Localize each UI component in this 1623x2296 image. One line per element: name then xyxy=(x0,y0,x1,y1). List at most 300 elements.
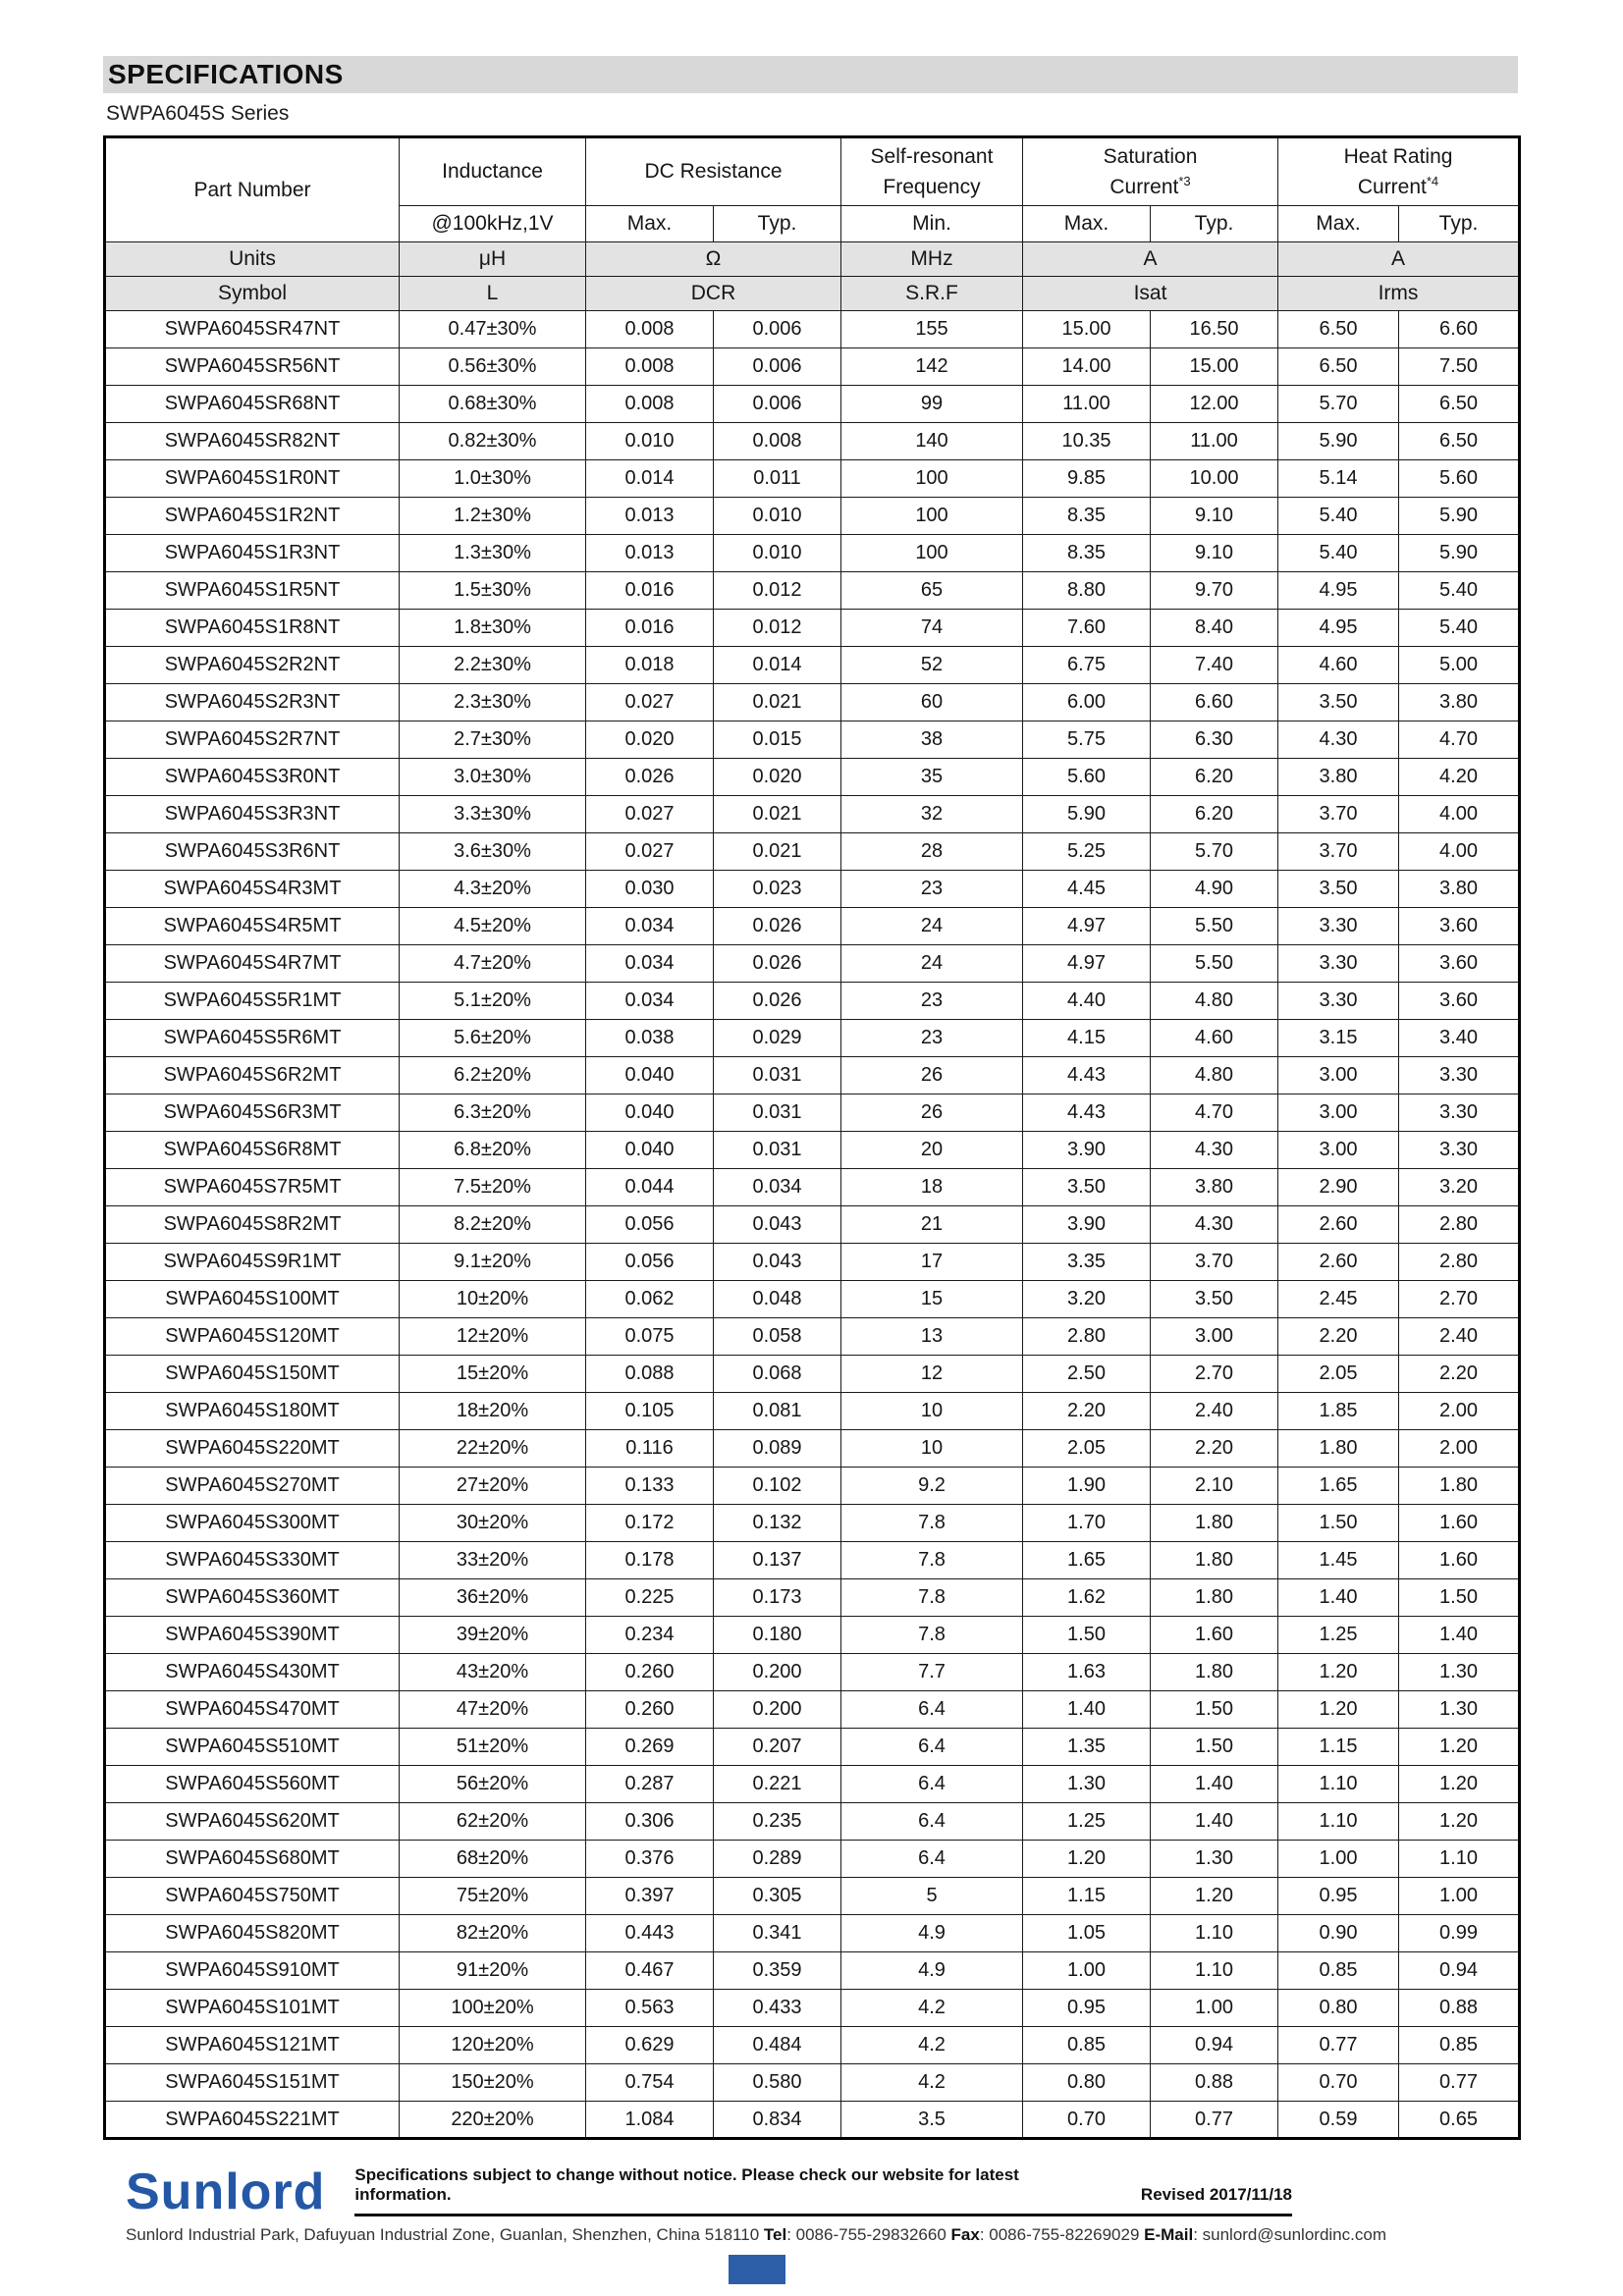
value-cell: 0.137 xyxy=(714,1542,841,1579)
value-cell: 0.015 xyxy=(714,721,841,759)
value-cell: 0.433 xyxy=(714,1990,841,2027)
part-number-cell: SWPA6045S470MT xyxy=(105,1691,400,1729)
col-header-heat-rating-current xyxy=(1278,137,1520,206)
value-cell: 0.014 xyxy=(586,460,714,498)
value-cell: 4.70 xyxy=(1399,721,1520,759)
value-cell: 0.95 xyxy=(1023,1990,1151,2027)
email-label: E-Mail xyxy=(1144,2225,1194,2244)
value-cell: 0.034 xyxy=(714,1169,841,1206)
company-address-line xyxy=(126,2225,1386,2245)
value-cell: 6.30 xyxy=(1151,721,1278,759)
value-cell: 2.7±30% xyxy=(400,721,586,759)
value-cell: 0.081 xyxy=(714,1393,841,1430)
value-cell: 4.9 xyxy=(841,1952,1023,1990)
part-number-cell: SWPA6045S620MT xyxy=(105,1803,400,1841)
units-dcr: Ω xyxy=(586,242,841,277)
value-cell: 2.45 xyxy=(1278,1281,1399,1318)
subheader-srf-min: Min. xyxy=(841,206,1023,242)
value-cell: 2.10 xyxy=(1151,1468,1278,1505)
value-cell: 2.50 xyxy=(1023,1356,1151,1393)
value-cell: 6.4 xyxy=(841,1803,1023,1841)
value-cell: 3.50 xyxy=(1023,1169,1151,1206)
value-cell: 0.82±30% xyxy=(400,423,586,460)
value-cell: 1.50 xyxy=(1023,1617,1151,1654)
value-cell: 39±20% xyxy=(400,1617,586,1654)
value-cell: 0.341 xyxy=(714,1915,841,1952)
value-cell: 7.8 xyxy=(841,1617,1023,1654)
value-cell: 4.60 xyxy=(1151,1020,1278,1057)
value-cell: 52 xyxy=(841,647,1023,684)
value-cell: 10 xyxy=(841,1393,1023,1430)
value-cell: 1.10 xyxy=(1399,1841,1520,1878)
symbol-row-label: Symbol xyxy=(105,277,400,311)
value-cell: 2.80 xyxy=(1023,1318,1151,1356)
value-cell: 2.80 xyxy=(1399,1206,1520,1244)
value-cell: 1.65 xyxy=(1278,1468,1399,1505)
value-cell: 0.010 xyxy=(714,535,841,572)
value-cell: 4.40 xyxy=(1023,983,1151,1020)
value-cell: 0.260 xyxy=(586,1691,714,1729)
table-row xyxy=(105,610,1520,647)
value-cell: 3.35 xyxy=(1023,1244,1151,1281)
value-cell: 0.94 xyxy=(1399,1952,1520,1990)
fax-label: Fax xyxy=(950,2225,980,2244)
value-cell: 220±20% xyxy=(400,2102,586,2139)
value-cell: 1.20 xyxy=(1399,1803,1520,1841)
value-cell: 0.012 xyxy=(714,572,841,610)
value-cell: 1.80 xyxy=(1151,1579,1278,1617)
value-cell: 1.50 xyxy=(1278,1505,1399,1542)
value-cell: 5.14 xyxy=(1278,460,1399,498)
value-cell: 0.305 xyxy=(714,1878,841,1915)
table-row xyxy=(105,348,1520,386)
part-number-cell: SWPA6045S390MT xyxy=(105,1617,400,1654)
value-cell: 3.60 xyxy=(1399,983,1520,1020)
table-row xyxy=(105,1841,1520,1878)
value-cell: 1.20 xyxy=(1399,1766,1520,1803)
saturation-header-line2 xyxy=(1023,172,1277,202)
value-cell: 0.754 xyxy=(586,2064,714,2102)
value-cell: 0.040 xyxy=(586,1132,714,1169)
value-cell: 0.088 xyxy=(586,1356,714,1393)
part-number-cell: SWPA6045S3R6NT xyxy=(105,833,400,871)
value-cell: 1.80 xyxy=(1151,1505,1278,1542)
value-cell: 1.40 xyxy=(1399,1617,1520,1654)
value-cell: 0.56±30% xyxy=(400,348,586,386)
value-cell: 0.026 xyxy=(714,908,841,945)
value-cell: 0.397 xyxy=(586,1878,714,1915)
value-cell: 2.00 xyxy=(1399,1393,1520,1430)
value-cell: 6.4 xyxy=(841,1729,1023,1766)
value-cell: 1.85 xyxy=(1278,1393,1399,1430)
value-cell: 26 xyxy=(841,1095,1023,1132)
value-cell: 0.133 xyxy=(586,1468,714,1505)
subheader-irms-typ: Typ. xyxy=(1399,206,1520,242)
value-cell: 11.00 xyxy=(1023,386,1151,423)
value-cell: 5.00 xyxy=(1399,647,1520,684)
part-number-cell: SWPA6045S910MT xyxy=(105,1952,400,1990)
value-cell: 0.034 xyxy=(586,908,714,945)
page-footer xyxy=(126,2163,1386,2245)
value-cell: 2.20 xyxy=(1278,1318,1399,1356)
value-cell: 2.20 xyxy=(1023,1393,1151,1430)
value-cell: 0.008 xyxy=(714,423,841,460)
value-cell: 2.00 xyxy=(1399,1430,1520,1468)
footer-top-row xyxy=(126,2163,1292,2220)
value-cell: 36±20% xyxy=(400,1579,586,1617)
value-cell: 0.040 xyxy=(586,1095,714,1132)
table-row xyxy=(105,535,1520,572)
value-cell: 140 xyxy=(841,423,1023,460)
value-cell: 7.5±20% xyxy=(400,1169,586,1206)
value-cell: 1.10 xyxy=(1151,1915,1278,1952)
value-cell: 2.3±30% xyxy=(400,684,586,721)
value-cell: 6.4 xyxy=(841,1841,1023,1878)
value-cell: 6.00 xyxy=(1023,684,1151,721)
value-cell: 5.25 xyxy=(1023,833,1151,871)
value-cell: 0.006 xyxy=(714,348,841,386)
value-cell: 1.30 xyxy=(1399,1691,1520,1729)
value-cell: 0.65 xyxy=(1399,2102,1520,2139)
value-cell: 2.60 xyxy=(1278,1206,1399,1244)
value-cell: 4.00 xyxy=(1399,796,1520,833)
value-cell: 7.50 xyxy=(1399,348,1520,386)
value-cell: 0.77 xyxy=(1278,2027,1399,2064)
value-cell: 0.013 xyxy=(586,535,714,572)
part-number-cell: SWPA6045S560MT xyxy=(105,1766,400,1803)
value-cell: 1.40 xyxy=(1278,1579,1399,1617)
value-cell: 1.30 xyxy=(1399,1654,1520,1691)
value-cell: 15.00 xyxy=(1023,311,1151,348)
value-cell: 2.70 xyxy=(1399,1281,1520,1318)
part-number-cell: SWPA6045S121MT xyxy=(105,2027,400,2064)
value-cell: 2.05 xyxy=(1023,1430,1151,1468)
value-cell: 3.6±30% xyxy=(400,833,586,871)
value-cell: 1.8±30% xyxy=(400,610,586,647)
table-row xyxy=(105,1318,1520,1356)
table-row xyxy=(105,1281,1520,1318)
value-cell: 1.10 xyxy=(1278,1766,1399,1803)
table-row xyxy=(105,2102,1520,2139)
value-cell: 0.484 xyxy=(714,2027,841,2064)
heat-rating-header-line2 xyxy=(1278,172,1518,202)
table-row xyxy=(105,684,1520,721)
value-cell: 3.80 xyxy=(1399,871,1520,908)
value-cell: 0.287 xyxy=(586,1766,714,1803)
value-cell: 15.00 xyxy=(1151,348,1278,386)
value-cell: 0.008 xyxy=(586,311,714,348)
value-cell: 0.056 xyxy=(586,1206,714,1244)
value-cell: 100 xyxy=(841,535,1023,572)
table-row xyxy=(105,311,1520,348)
value-cell: 1.3±30% xyxy=(400,535,586,572)
table-row xyxy=(105,2064,1520,2102)
part-number-cell: SWPA6045S680MT xyxy=(105,1841,400,1878)
col-header-inductance: Inductance xyxy=(400,137,586,206)
value-cell: 0.94 xyxy=(1151,2027,1278,2064)
part-number-cell: SWPA6045S2R2NT xyxy=(105,647,400,684)
value-cell: 0.260 xyxy=(586,1654,714,1691)
value-cell: 21 xyxy=(841,1206,1023,1244)
value-cell: 51±20% xyxy=(400,1729,586,1766)
table-row xyxy=(105,498,1520,535)
saturation-header-word: Current xyxy=(1109,176,1179,198)
value-cell: 4.3±20% xyxy=(400,871,586,908)
value-cell: 33±20% xyxy=(400,1542,586,1579)
value-cell: 1.63 xyxy=(1023,1654,1151,1691)
value-cell: 13 xyxy=(841,1318,1023,1356)
table-row xyxy=(105,647,1520,684)
part-number-cell: SWPA6045S3R0NT xyxy=(105,759,400,796)
value-cell: 0.77 xyxy=(1399,2064,1520,2102)
value-cell: 6.60 xyxy=(1399,311,1520,348)
value-cell: 35 xyxy=(841,759,1023,796)
value-cell: 7.8 xyxy=(841,1505,1023,1542)
value-cell: 8.35 xyxy=(1023,498,1151,535)
part-number-cell: SWPA6045S1R0NT xyxy=(105,460,400,498)
value-cell: 0.85 xyxy=(1278,1952,1399,1990)
value-cell: 17 xyxy=(841,1244,1023,1281)
part-number-cell: SWPA6045S330MT xyxy=(105,1542,400,1579)
table-row xyxy=(105,1617,1520,1654)
value-cell: 0.180 xyxy=(714,1617,841,1654)
value-cell: 5.6±20% xyxy=(400,1020,586,1057)
srf-header-line2: Frequency xyxy=(883,176,981,198)
value-cell: 0.95 xyxy=(1278,1878,1399,1915)
value-cell: 0.023 xyxy=(714,871,841,908)
value-cell: 1.45 xyxy=(1278,1542,1399,1579)
value-cell: 1.62 xyxy=(1023,1579,1151,1617)
value-cell: 0.031 xyxy=(714,1095,841,1132)
table-row xyxy=(105,1095,1520,1132)
table-row xyxy=(105,1766,1520,1803)
table-row xyxy=(105,1020,1520,1057)
value-cell: 23 xyxy=(841,871,1023,908)
value-cell: 4.43 xyxy=(1023,1095,1151,1132)
value-cell: 1.50 xyxy=(1151,1691,1278,1729)
value-cell: 0.010 xyxy=(714,498,841,535)
col-header-self-resonant-frequency xyxy=(841,137,1023,206)
value-cell: 3.70 xyxy=(1151,1244,1278,1281)
spec-table-body xyxy=(105,311,1520,2139)
value-cell: 0.289 xyxy=(714,1841,841,1878)
value-cell: 1.0±30% xyxy=(400,460,586,498)
value-cell: 3.70 xyxy=(1278,796,1399,833)
value-cell: 0.105 xyxy=(586,1393,714,1430)
value-cell: 3.60 xyxy=(1399,908,1520,945)
value-cell: 0.038 xyxy=(586,1020,714,1057)
value-cell: 4.20 xyxy=(1399,759,1520,796)
value-cell: 0.85 xyxy=(1399,2027,1520,2064)
table-row xyxy=(105,1244,1520,1281)
value-cell: 0.089 xyxy=(714,1430,841,1468)
value-cell: 5.90 xyxy=(1023,796,1151,833)
value-cell: 1.5±30% xyxy=(400,572,586,610)
table-row xyxy=(105,945,1520,983)
value-cell: 24 xyxy=(841,908,1023,945)
value-cell: 0.200 xyxy=(714,1691,841,1729)
value-cell: 4.30 xyxy=(1278,721,1399,759)
value-cell: 1.80 xyxy=(1151,1654,1278,1691)
part-number-cell: SWPA6045S6R8MT xyxy=(105,1132,400,1169)
value-cell: 23 xyxy=(841,983,1023,1020)
value-cell: 24 xyxy=(841,945,1023,983)
value-cell: 3.60 xyxy=(1399,945,1520,983)
value-cell: 18 xyxy=(841,1169,1023,1206)
value-cell: 0.034 xyxy=(586,983,714,1020)
value-cell: 99 xyxy=(841,386,1023,423)
value-cell: 6.50 xyxy=(1399,386,1520,423)
saturation-footnote-marker: *3 xyxy=(1178,174,1191,188)
table-row xyxy=(105,871,1520,908)
table-row xyxy=(105,1057,1520,1095)
value-cell: 4.5±20% xyxy=(400,908,586,945)
value-cell: 5.40 xyxy=(1399,610,1520,647)
value-cell: 1.15 xyxy=(1023,1878,1151,1915)
value-cell: 0.034 xyxy=(586,945,714,983)
value-cell: 0.70 xyxy=(1023,2102,1151,2139)
value-cell: 100±20% xyxy=(400,1990,586,2027)
value-cell: 10 xyxy=(841,1430,1023,1468)
value-cell: 9.10 xyxy=(1151,535,1278,572)
part-number-cell: SWPA6045SR47NT xyxy=(105,311,400,348)
value-cell: 0.020 xyxy=(714,759,841,796)
value-cell: 60 xyxy=(841,684,1023,721)
value-cell: 0.225 xyxy=(586,1579,714,1617)
page-marker-box xyxy=(729,2255,785,2284)
value-cell: 0.058 xyxy=(714,1318,841,1356)
value-cell: 1.05 xyxy=(1023,1915,1151,1952)
value-cell: 6.4 xyxy=(841,1691,1023,1729)
value-cell: 1.084 xyxy=(586,2102,714,2139)
part-number-cell: SWPA6045S2R7NT xyxy=(105,721,400,759)
value-cell: 3.30 xyxy=(1399,1057,1520,1095)
part-number-cell: SWPA6045S360MT xyxy=(105,1579,400,1617)
value-cell: 0.116 xyxy=(586,1430,714,1468)
value-cell: 2.40 xyxy=(1399,1318,1520,1356)
table-row xyxy=(105,1430,1520,1468)
value-cell: 0.016 xyxy=(586,572,714,610)
value-cell: 6.50 xyxy=(1278,311,1399,348)
value-cell: 0.376 xyxy=(586,1841,714,1878)
part-number-cell: SWPA6045S5R6MT xyxy=(105,1020,400,1057)
value-cell: 9.70 xyxy=(1151,572,1278,610)
heat-rating-footnote-marker: *4 xyxy=(1426,174,1439,188)
value-cell: 1.00 xyxy=(1023,1952,1151,1990)
value-cell: 0.173 xyxy=(714,1579,841,1617)
part-number-cell: SWPA6045S2R3NT xyxy=(105,684,400,721)
part-number-cell: SWPA6045S4R5MT xyxy=(105,908,400,945)
value-cell: 4.30 xyxy=(1151,1132,1278,1169)
value-cell: 3.30 xyxy=(1399,1095,1520,1132)
table-row xyxy=(105,572,1520,610)
srf-header-line1: Self-resonant xyxy=(870,145,994,168)
value-cell: 32 xyxy=(841,796,1023,833)
value-cell: 3.50 xyxy=(1151,1281,1278,1318)
value-cell: 7.7 xyxy=(841,1654,1023,1691)
value-cell: 0.031 xyxy=(714,1057,841,1095)
value-cell: 1.65 xyxy=(1023,1542,1151,1579)
value-cell: 142 xyxy=(841,348,1023,386)
value-cell: 2.20 xyxy=(1151,1430,1278,1468)
value-cell: 3.80 xyxy=(1151,1169,1278,1206)
table-row xyxy=(105,1952,1520,1990)
part-number-cell: SWPA6045SR56NT xyxy=(105,348,400,386)
value-cell: 3.30 xyxy=(1278,945,1399,983)
value-cell: 3.90 xyxy=(1023,1132,1151,1169)
value-cell: 4.43 xyxy=(1023,1057,1151,1095)
value-cell: 0.132 xyxy=(714,1505,841,1542)
sunlord-logo: Sunlord xyxy=(126,2163,326,2220)
part-number-cell: SWPA6045S1R8NT xyxy=(105,610,400,647)
value-cell: 3.30 xyxy=(1278,908,1399,945)
value-cell: 0.99 xyxy=(1399,1915,1520,1952)
value-cell: 0.026 xyxy=(714,983,841,1020)
value-cell: 3.00 xyxy=(1278,1132,1399,1169)
part-number-cell: SWPA6045S4R3MT xyxy=(105,871,400,908)
value-cell: 4.95 xyxy=(1278,610,1399,647)
value-cell: 8.2±20% xyxy=(400,1206,586,1244)
value-cell: 5.90 xyxy=(1399,498,1520,535)
value-cell: 1.20 xyxy=(1023,1841,1151,1878)
page-title: SPECIFICATIONS xyxy=(103,56,1518,93)
change-notice-text: Specifications subject to change without notice. Please check our website for latest information. xyxy=(354,2165,1019,2204)
address-text: Sunlord Industrial Park, Dafuyuan Industrial Zone, Guanlan, Shenzhen, China 518110 xyxy=(126,2225,764,2244)
table-row xyxy=(105,759,1520,796)
table-row xyxy=(105,1729,1520,1766)
value-cell: 3.20 xyxy=(1023,1281,1151,1318)
part-number-cell: SWPA6045S5R1MT xyxy=(105,983,400,1020)
value-cell: 1.20 xyxy=(1278,1654,1399,1691)
value-cell: 0.027 xyxy=(586,833,714,871)
value-cell: 5.70 xyxy=(1278,386,1399,423)
value-cell: 0.207 xyxy=(714,1729,841,1766)
value-cell: 0.443 xyxy=(586,1915,714,1952)
value-cell: 3.90 xyxy=(1023,1206,1151,1244)
value-cell: 1.60 xyxy=(1399,1542,1520,1579)
subheader-dcr-max: Max. xyxy=(586,206,714,242)
value-cell: 4.2 xyxy=(841,1990,1023,2027)
part-number-cell: SWPA6045S270MT xyxy=(105,1468,400,1505)
table-row xyxy=(105,721,1520,759)
value-cell: 1.30 xyxy=(1151,1841,1278,1878)
value-cell: 8.40 xyxy=(1151,610,1278,647)
value-cell: 5.60 xyxy=(1399,460,1520,498)
table-row xyxy=(105,1654,1520,1691)
value-cell: 2.80 xyxy=(1399,1244,1520,1281)
table-row xyxy=(105,1542,1520,1579)
part-number-cell: SWPA6045S430MT xyxy=(105,1654,400,1691)
value-cell: 0.012 xyxy=(714,610,841,647)
value-cell: 3.0±30% xyxy=(400,759,586,796)
value-cell: 0.47±30% xyxy=(400,311,586,348)
value-cell: 155 xyxy=(841,311,1023,348)
units-row-label: Units xyxy=(105,242,400,277)
value-cell: 1.10 xyxy=(1278,1803,1399,1841)
value-cell: 3.20 xyxy=(1399,1169,1520,1206)
value-cell: 2.2±30% xyxy=(400,647,586,684)
value-cell: 5.40 xyxy=(1278,535,1399,572)
value-cell: 68±20% xyxy=(400,1841,586,1878)
value-cell: 0.178 xyxy=(586,1542,714,1579)
part-number-cell: SWPA6045S3R3NT xyxy=(105,796,400,833)
tel-label: Tel xyxy=(763,2225,787,2244)
table-row xyxy=(105,1990,1520,2027)
value-cell: 1.80 xyxy=(1399,1468,1520,1505)
part-number-cell: SWPA6045S300MT xyxy=(105,1505,400,1542)
value-cell: 4.2 xyxy=(841,2064,1023,2102)
subheader-dcr-typ: Typ. xyxy=(714,206,841,242)
